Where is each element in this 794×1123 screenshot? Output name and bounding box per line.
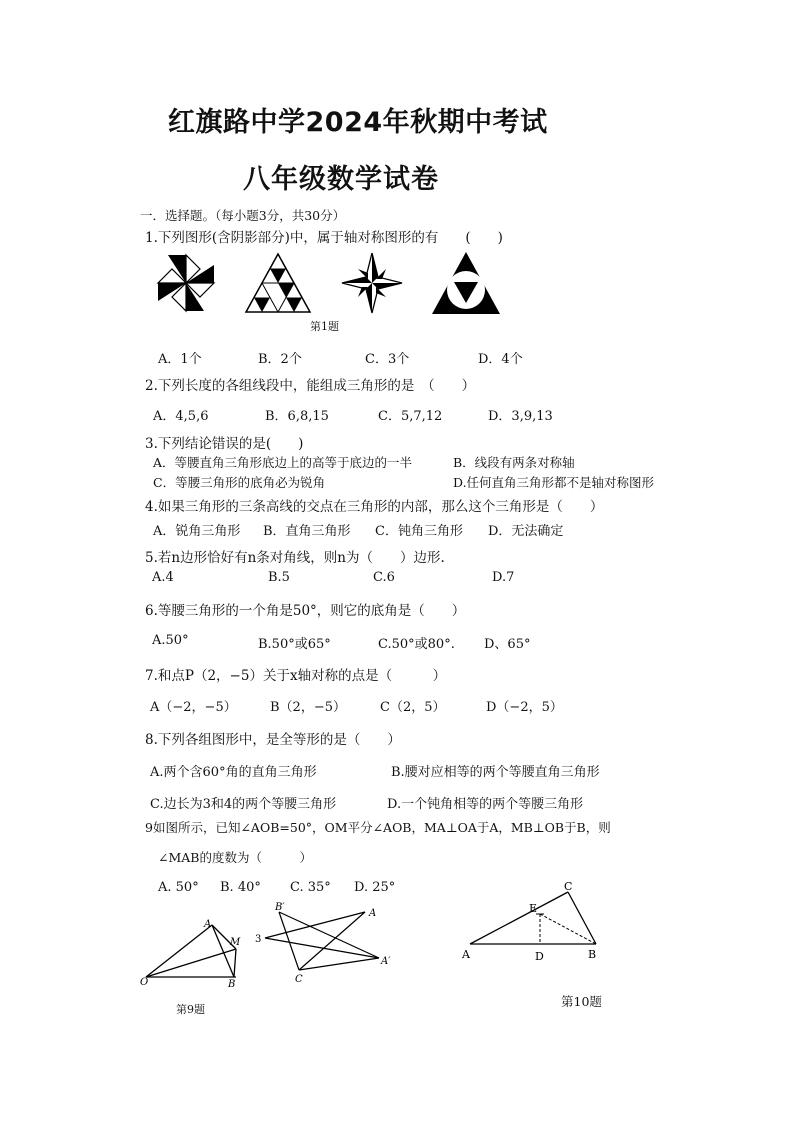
question-9-stem-line1: 9如图所示，已知∠AOB=50°，OM平分∠AOB，MA⊥OA于A，MB⊥OB于B，则 xyxy=(145,820,611,835)
q3-option-c[interactable]: C．等腰三角形的底角必为锐角 xyxy=(153,475,326,490)
q1-option-b[interactable]: B．2个 xyxy=(258,352,302,367)
q4-option-b[interactable]: B．直角三角形 xyxy=(263,524,351,539)
fig10-label-b: B xyxy=(588,948,597,961)
q7-option-a[interactable]: A（−2，−5） xyxy=(150,700,237,715)
q1-option-c[interactable]: C．3个 xyxy=(365,352,410,367)
question-6-stem: 6.等腰三角形的一个角是50°，则它的底角是（ ） xyxy=(145,603,466,619)
q6-option-d[interactable]: D、65° xyxy=(484,637,531,652)
q2-option-a[interactable]: A．4,5,6 xyxy=(153,409,209,424)
question-5-stem: 5.若n边形恰好有n条对角线，则n为（ ）边形. xyxy=(145,550,445,566)
question-3-stem: 3.下列结论错误的是( ) xyxy=(145,436,304,452)
question-4-stem: 4.如果三角形的三条高线的交点在三角形的内部，那么这个三角形是（ ） xyxy=(145,499,604,515)
q5-option-d[interactable]: D.7 xyxy=(492,570,515,585)
q4-option-c[interactable]: C．钝角三角形 xyxy=(375,524,463,539)
q6-option-c[interactable]: C.50°或80°. xyxy=(378,637,455,652)
question-8-stem: 8.下列各组图形中，是全等形的是（ ） xyxy=(145,732,401,748)
q2-option-d[interactable]: D．3,9,13 xyxy=(488,409,553,424)
q3-option-a[interactable]: A．等腰直角三角形底边上的高等于底边的一半 xyxy=(153,455,413,470)
pinwheel-figure xyxy=(158,255,214,311)
fig9-label-b: B xyxy=(228,979,236,990)
question-2-stem: 2.下列长度的各组线段中，能组成三角形的是 （ ） xyxy=(145,378,476,394)
fig-label-c: C xyxy=(295,974,303,985)
fig10-label-e: E xyxy=(529,902,538,915)
exam-title: 红旗路中学2024年秋期中考试 xyxy=(168,107,548,138)
q3-option-b[interactable]: B．线段有两条对称轴 xyxy=(453,455,575,470)
q9-figure xyxy=(140,915,250,990)
fig-label-three: 3 xyxy=(255,934,262,945)
q9-option-b[interactable]: B. 40° xyxy=(220,880,261,895)
fig10-label-d: D xyxy=(535,950,544,963)
q8-option-d[interactable]: D.一个钝角相等的两个等腰三角形 xyxy=(387,797,584,812)
q9-option-a[interactable]: A. 50° xyxy=(158,880,199,895)
circle-triangle-figure xyxy=(432,252,500,314)
q8-option-a[interactable]: A.两个含60°角的直角三角形 xyxy=(150,765,317,780)
q1-option-d[interactable]: D．4个 xyxy=(478,352,523,367)
question-7-stem: 7.和点P（2，−5）关于x轴对称的点是（ ） xyxy=(145,668,447,684)
q10-figure xyxy=(460,880,610,965)
fig10-label-a: A xyxy=(462,948,470,961)
fig9-label-m: M xyxy=(230,937,241,948)
exam-subtitle: 八年级数学试卷 xyxy=(243,164,439,195)
section-heading: 一．选择题。（每小题3分，共30分） xyxy=(140,208,346,223)
q4-option-d[interactable]: D．无法确定 xyxy=(488,524,564,539)
q9-option-c[interactable]: C. 35° xyxy=(290,880,331,895)
q5-option-b[interactable]: B.5 xyxy=(268,570,290,585)
crossed-triangles-figure xyxy=(255,900,405,990)
fig-label-a: A xyxy=(369,908,377,919)
q7-option-b[interactable]: B（2，−5） xyxy=(270,700,346,715)
q6-option-a[interactable]: A.50° xyxy=(152,633,189,648)
question-9-caption: 第9题 xyxy=(176,1003,205,1016)
q7-option-c[interactable]: C（2，5） xyxy=(380,700,446,715)
fig9-label-o: O xyxy=(140,977,149,988)
q1-figure xyxy=(150,250,510,320)
q1-option-a[interactable]: A．1个 xyxy=(158,352,202,367)
q7-option-d[interactable]: D（−2，5） xyxy=(486,700,563,715)
q6-option-b[interactable]: B.50°或65° xyxy=(258,637,331,652)
question-9-stem-line2: ∠MAB的度数为（ ） xyxy=(158,850,312,865)
triangle-figure xyxy=(246,254,310,312)
question-1-caption: 第1题 xyxy=(310,320,339,333)
q9-option-d[interactable]: D. 25° xyxy=(354,880,396,895)
fig-label-a-prime: A′ xyxy=(381,956,391,967)
q3-option-d[interactable]: D.任何直角三角形都不是轴对称图形 xyxy=(453,475,655,490)
question-10-caption: 第10题 xyxy=(561,994,602,1009)
question-1-stem: 1.下列图形(含阴影部分)中，属于轴对称图形的有 ( ) xyxy=(145,230,503,246)
q5-option-c[interactable]: C.6 xyxy=(373,570,395,585)
q2-option-b[interactable]: B．6,8,15 xyxy=(265,409,329,424)
fig-label-b-prime: B′ xyxy=(275,902,285,913)
fig9-label-a: A xyxy=(204,919,212,930)
star-figure xyxy=(342,253,402,313)
q8-option-b[interactable]: B.腰对应相等的两个等腰直角三角形 xyxy=(391,765,600,780)
fig10-label-c: C xyxy=(564,880,573,893)
q4-option-a[interactable]: A．锐角三角形 xyxy=(153,524,241,539)
q2-option-c[interactable]: C．5,7,12 xyxy=(378,409,443,424)
q8-option-c[interactable]: C.边长为3和4的两个等腰三角形 xyxy=(150,797,337,812)
q5-option-a[interactable]: A.4 xyxy=(152,570,174,585)
